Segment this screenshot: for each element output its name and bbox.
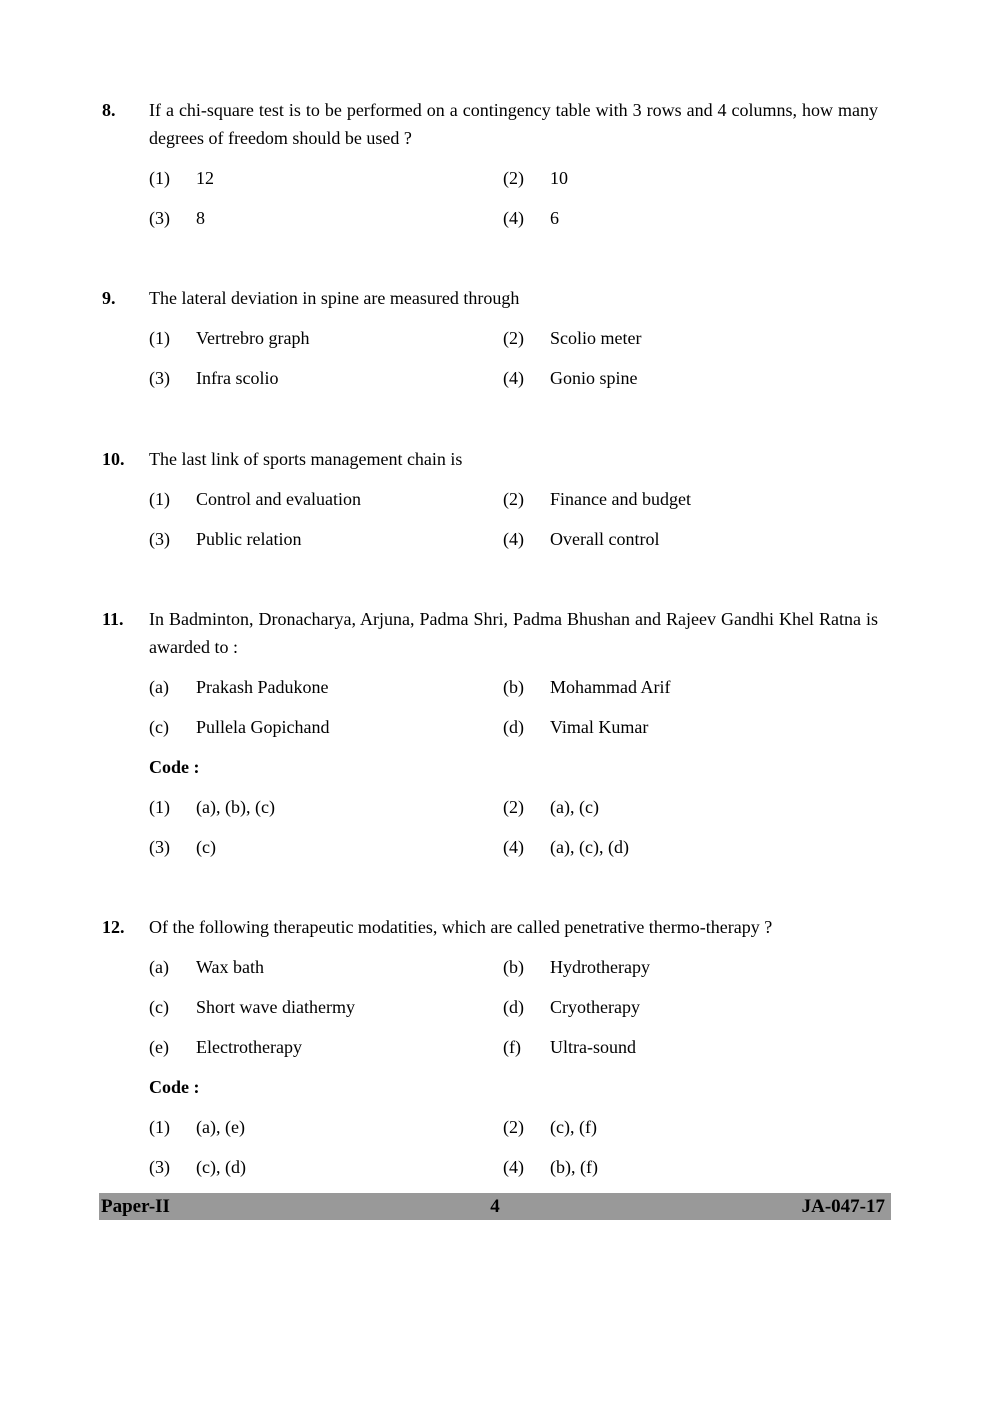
item-c: [149, 707, 329, 747]
option-label: (1): [149, 1117, 170, 1137]
option-3: [149, 358, 278, 398]
option-text: 10: [550, 168, 568, 188]
items-row: [102, 707, 878, 747]
code-label: Code :: [149, 1077, 200, 1097]
option-label: (2): [503, 1117, 524, 1137]
options-row: [102, 827, 878, 867]
question-header: [102, 445, 878, 473]
question-11: [102, 605, 878, 867]
question-header: [102, 96, 878, 152]
item-label: (b): [503, 957, 524, 977]
option-text: Public relation: [196, 529, 302, 549]
question-header: [102, 605, 878, 661]
question-text: Of the following therapeutic modatities, which are called penetrative thermo-therapy ?: [149, 917, 773, 937]
question-header: [102, 913, 878, 941]
item-label: (b): [503, 677, 524, 697]
option-text: Scolio meter: [550, 328, 642, 348]
option-text: (a), (c), (d): [550, 837, 629, 857]
option-text: (a), (e): [196, 1117, 245, 1137]
item-text: Ultra-sound: [550, 1037, 636, 1057]
item-b: [503, 667, 670, 707]
item-f: [503, 1027, 636, 1067]
item-text: Hydrotherapy: [550, 957, 650, 977]
option-3: [149, 827, 216, 867]
item-text: Electrotherapy: [196, 1037, 302, 1057]
option-1: [149, 1107, 245, 1147]
question-text: In Badminton, Dronacharya, Arjuna, Padma Shri, Padma Bhushan and Rajeev Gandhi Khel Ratna is awarded to :: [149, 609, 878, 657]
option-text: Vertrebro graph: [196, 328, 310, 348]
code-label: Code :: [149, 757, 200, 777]
option-4: [503, 827, 629, 867]
option-label: (4): [503, 529, 524, 549]
item-label: (c): [149, 717, 169, 737]
item-label: (a): [149, 677, 169, 697]
question-9: [102, 284, 878, 398]
item-label: (f): [503, 1037, 521, 1057]
options-row: [102, 519, 878, 559]
question-text: If a chi-square test is to be performed on a contingency table with 3 rows and 4 columns, how many degrees of freedom should be used ?: [149, 100, 878, 148]
option-text: Control and evaluation: [196, 489, 361, 509]
option-2: [503, 787, 599, 827]
option-2: [503, 318, 641, 358]
question-10: [102, 445, 878, 559]
question-number: 12.: [102, 917, 125, 937]
option-text: Gonio spine: [550, 368, 638, 388]
question-text: The last link of sports management chain is: [149, 449, 463, 469]
item-label: (d): [503, 717, 524, 737]
options-row: [102, 1107, 878, 1147]
item-d: [503, 987, 640, 1027]
option-label: (3): [149, 1157, 170, 1177]
option-label: (1): [149, 168, 170, 188]
item-e: [149, 1027, 302, 1067]
question-number: 10.: [102, 449, 125, 469]
option-3: [149, 1147, 246, 1187]
option-label: (1): [149, 797, 170, 817]
options-row: [102, 318, 878, 358]
option-2: [503, 158, 568, 198]
item-label: (e): [149, 1037, 169, 1057]
option-3: [149, 198, 205, 238]
option-text: (b), (f): [550, 1157, 598, 1177]
items-row: [102, 1027, 878, 1067]
page-number: 4: [490, 1196, 500, 1217]
option-text: Finance and budget: [550, 489, 691, 509]
option-2: [503, 479, 691, 519]
options-row: [102, 158, 878, 198]
items-row: [102, 947, 878, 987]
page-footer: [99, 1193, 891, 1220]
item-text: Mohammad Arif: [550, 677, 671, 697]
option-text: Infra scolio: [196, 368, 279, 388]
options-row: [102, 198, 878, 238]
item-text: Short wave diathermy: [196, 997, 355, 1017]
option-text: 6: [550, 208, 559, 228]
option-1: [149, 318, 309, 358]
option-label: (2): [503, 328, 524, 348]
option-label: (1): [149, 489, 170, 509]
item-label: (c): [149, 997, 169, 1017]
option-label: (3): [149, 529, 170, 549]
option-4: [503, 519, 659, 559]
question-8: [102, 96, 878, 238]
option-1: [149, 479, 361, 519]
option-text: (a), (b), (c): [196, 797, 275, 817]
item-text: Cryotherapy: [550, 997, 640, 1017]
option-text: (c), (d): [196, 1157, 246, 1177]
item-text: Wax bath: [196, 957, 265, 977]
option-label: (3): [149, 837, 170, 857]
option-label: (3): [149, 368, 170, 388]
option-1: [149, 787, 275, 827]
option-3: [149, 519, 301, 559]
question-header: [102, 284, 878, 312]
option-text: (c): [196, 837, 216, 857]
options-row: [102, 787, 878, 827]
paper-code: JA-047-17: [801, 1196, 885, 1217]
option-text: (c), (f): [550, 1117, 597, 1137]
option-4: [503, 198, 559, 238]
items-row: [102, 987, 878, 1027]
option-text: Overall control: [550, 529, 660, 549]
item-a: [149, 667, 328, 707]
option-2: [503, 1107, 597, 1147]
item-text: Pullela Gopichand: [196, 717, 330, 737]
options-row: [102, 479, 878, 519]
option-4: [503, 1147, 598, 1187]
item-d: [503, 707, 648, 747]
item-a: [149, 947, 264, 987]
item-label: (a): [149, 957, 169, 977]
item-text: Vimal Kumar: [550, 717, 649, 737]
option-label: (1): [149, 328, 170, 348]
option-label: (4): [503, 837, 524, 857]
options-row: [102, 1147, 878, 1187]
question-number: 11.: [102, 609, 124, 629]
option-label: (2): [503, 797, 524, 817]
option-4: [503, 358, 638, 398]
item-c: [149, 987, 355, 1027]
option-text: 12: [196, 168, 214, 188]
option-text: 8: [196, 208, 205, 228]
item-label: (d): [503, 997, 524, 1017]
option-text: (a), (c): [550, 797, 599, 817]
question-number: 8.: [102, 100, 116, 120]
items-row: [102, 667, 878, 707]
paper-label: Paper-II: [101, 1196, 170, 1217]
option-label: (4): [503, 368, 524, 388]
question-text: The lateral deviation in spine are measured through: [149, 288, 520, 308]
option-1: [149, 158, 214, 198]
option-label: (2): [503, 168, 524, 188]
item-b: [503, 947, 650, 987]
question-number: 9.: [102, 288, 116, 308]
question-12: [102, 913, 878, 1187]
options-row: [102, 358, 878, 398]
option-label: (4): [503, 208, 524, 228]
option-label: (2): [503, 489, 524, 509]
item-text: Prakash Padukone: [196, 677, 329, 697]
option-label: (4): [503, 1157, 524, 1177]
option-label: (3): [149, 208, 170, 228]
